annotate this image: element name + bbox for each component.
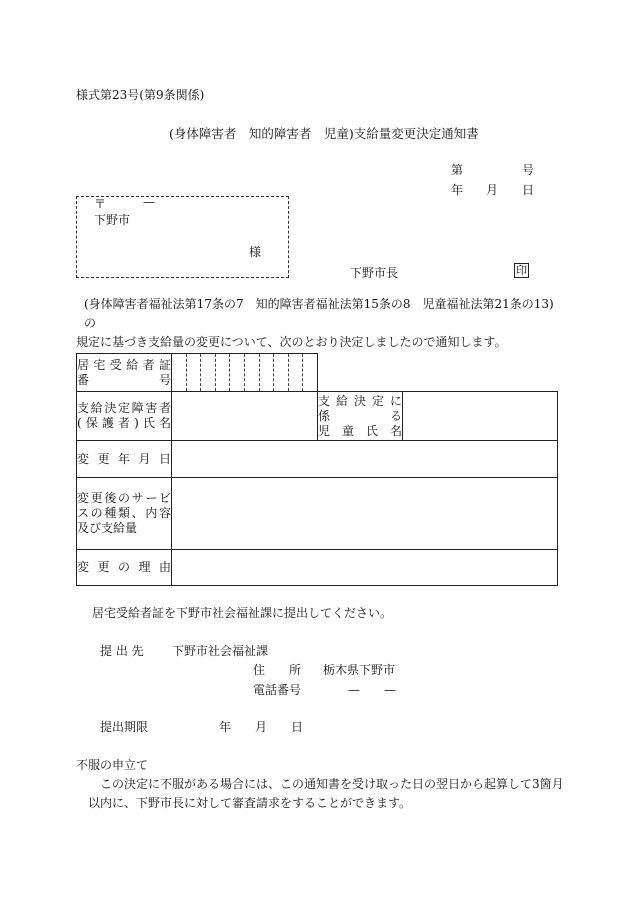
deadline-label: 提出期限	[100, 720, 149, 734]
decision-table	[76, 353, 558, 586]
ref-go: 号	[522, 163, 535, 177]
submit-dest-label: 提 出 先	[100, 644, 144, 658]
submit-dest: 下野市社会福祉課	[172, 644, 269, 658]
document-title: (身体障害者 知的障害者 児童)支給量変更決定通知書	[169, 126, 479, 141]
deadline-hi: 日	[291, 720, 304, 734]
appeal-line-1: この決定に不服がある場合には、この通知書を受け取った日の翌日から起算して3箇月	[100, 777, 564, 791]
intro-line-1: (身体障害者福祉法第17条の7 知的障害者福祉法第15条の8 児童福祉法第21条の13)の	[84, 297, 554, 330]
change-reason-label: 変更の理由	[77, 550, 172, 586]
change-date-label: 変更年月日	[77, 441, 172, 478]
recipient-number-label: 居宅受給者証 番 号	[77, 354, 172, 392]
guardian-name-field[interactable]	[172, 392, 318, 441]
submit-notice: 居宅受給者証を下野市社会福祉課に提出してください。	[92, 606, 393, 620]
address-value: 栃木県下野市	[323, 663, 396, 677]
address-label: 住 所	[253, 663, 302, 677]
child-name-field[interactable]	[403, 392, 558, 441]
change-date-field[interactable]	[172, 441, 558, 478]
address-box	[76, 196, 289, 278]
deadline-nen: 年	[219, 720, 232, 734]
date-hi: 日	[522, 183, 535, 197]
postal-dash: —	[143, 195, 155, 209]
child-name-label: 支給決定に 係 る 児童氏名	[318, 392, 403, 441]
issuer-name: 下野市長	[350, 266, 399, 280]
seal-mark: 印	[516, 264, 527, 277]
address-city: 下野市	[94, 213, 131, 227]
appeal-line-2: 以内に、下野市長に対して審査請求をすることができます。	[88, 796, 412, 810]
date-nen: 年	[451, 183, 464, 197]
service-details-field[interactable]	[172, 478, 558, 550]
service-details-label: 変更後のサービ スの種類、内容 及び支給量	[77, 478, 172, 550]
guardian-name-label: 支給決定障害者 (保護者)氏名	[77, 392, 172, 441]
date-tsuki: 月	[486, 183, 499, 197]
appeal-heading: 不服の申立て	[76, 758, 149, 772]
address-sama: 様	[249, 245, 262, 259]
postal-mark: 〒	[94, 197, 107, 211]
ref-dai: 第	[451, 163, 464, 177]
tel-value: — —	[348, 683, 397, 697]
form-number: 様式第23号(第9条関係)	[76, 88, 205, 102]
recipient-number-cells[interactable]	[172, 354, 318, 392]
intro-line-2: 規定に基づき支給量の変更について、次のとおり決定しましたので通知します。	[76, 335, 507, 349]
tel-label: 電話番号	[253, 683, 302, 697]
deadline-tsuki: 月	[255, 720, 268, 734]
blank-area	[318, 354, 558, 392]
change-reason-field[interactable]	[172, 550, 558, 586]
